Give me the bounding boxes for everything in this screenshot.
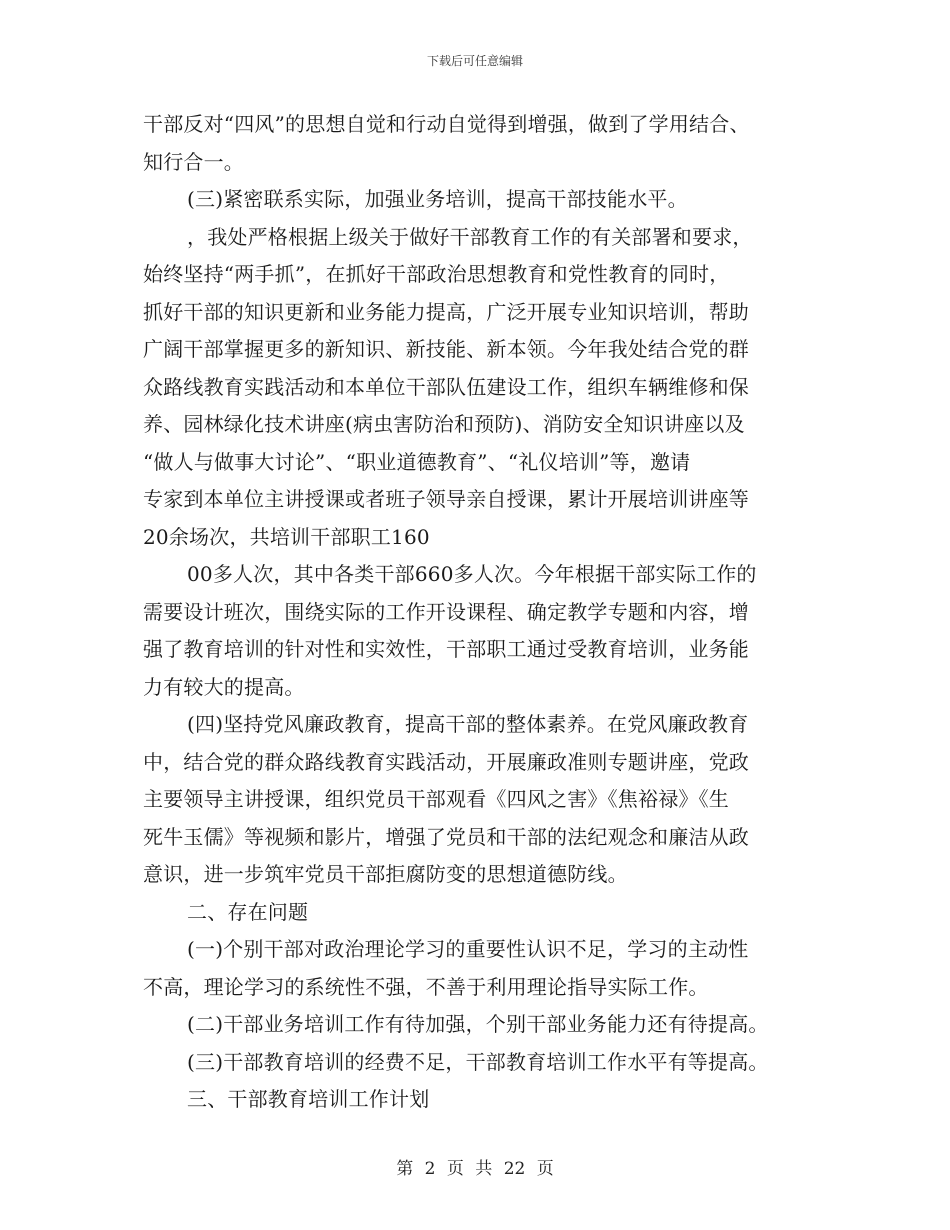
text-line: 专家到本单位主讲授课或者班子领导亲自授课，累计开展培训讲座等 (143, 487, 749, 511)
page-number: 第 2 页 共 22 页 (396, 1159, 554, 1179)
text-line: 不高，理论学习的系统性不强，不善于利用理论指导实际工作。 (143, 974, 709, 999)
text-line: 意识，进一步筑牢党员干部拒腐防变的思想道德防线。 (143, 862, 628, 886)
text-line: (一)个别干部对政治理论学习的重要性认识不足，学习的主动性 (187, 937, 749, 961)
text-line: 20余场次，共培训干部职工160 (143, 524, 430, 549)
text-line: (四)坚持党风廉政教育，提高干部的整体素养。在党风廉政教育 (187, 712, 749, 736)
text-line: (三)干部教育培训的经费不足，干部教育培训工作水平有等提高。 (187, 1049, 769, 1074)
text-line: 干部反对“四风”的思想自觉和行动自觉得到增强，做到了学用结合、 (143, 112, 750, 136)
text-line: 始终坚持“两手抓”，在抓好干部政治思想教育和党性教育的同时， (143, 262, 730, 286)
section-heading: 三、干部教育培训工作计划 (187, 1087, 430, 1111)
section-heading: 二、存在问题 (187, 899, 309, 924)
text-line: 需要设计班次，围绕实际的工作开设课程、确定教学专题和内容，增 (143, 599, 749, 624)
text-line: “做人与做事大讨论”、“职业道德教育”、“礼仪培训”等，邀请 (143, 449, 691, 474)
text-line: 00多人次，其中各类干部660多人次。今年根据干部实际工作的 (187, 562, 757, 586)
text-line: 知行合一。 (143, 149, 244, 174)
text-line: 主要领导主讲授课，组织党员干部观看《四风之害》《焦裕禄》《生 (143, 787, 729, 811)
text-line: (三)紧密联系实际，加强业务培训，提高干部技能水平。 (187, 187, 688, 211)
text-line: 抓好干部的知识更新和业务能力提高，广泛开展专业知识培训，帮助 (143, 299, 749, 324)
text-line: 死牛玉儒》等视频和影片，增强了党员和干部的法纪观念和廉洁从政 (143, 824, 749, 849)
page-header-note: 下载后可任意编辑 (426, 54, 523, 68)
text-line: 众路线教育实践活动和本单位干部队伍建设工作，组织车辆维修和保 (143, 374, 749, 399)
text-line: 力有较大的提高。 (143, 674, 305, 699)
text-line: 广阔干部掌握更多的新知识、新技能、新本领。今年我处结合党的群 (143, 337, 749, 361)
text-line: 养、园林绿化技术讲座(病虫害防治和预防)、消防安全知识讲座以及 (143, 412, 745, 436)
document-body (143, 106, 821, 1119)
text-line: (二)干部业务培训工作有待加强，个别干部业务能力还有待提高。 (187, 1012, 769, 1036)
text-line: 强了教育培训的针对性和实效性，干部职工通过受教育培训，业务能 (143, 637, 749, 661)
text-line: 中，结合党的群众路线教育实践活动，开展廉政准则专题讲座，党政 (143, 749, 749, 774)
text-line: ，我处严格根据上级关于做好干部教育工作的有关部署和要求， (187, 224, 753, 249)
